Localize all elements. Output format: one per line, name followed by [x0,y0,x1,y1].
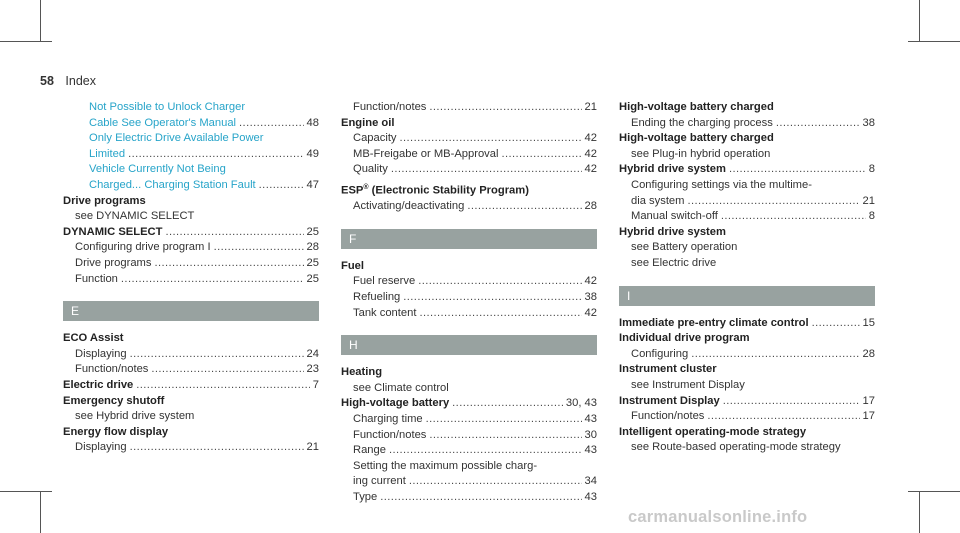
watermark-logo: carmanualsonline.info [628,508,808,526]
crop-mark [908,41,960,42]
crop-mark [919,491,920,533]
index-heading: ESP® (Electronic Stability Program) [341,183,529,197]
index-entry: Not Possible to Unlock Charger [89,101,246,113]
index-heading: Hybrid drive system [619,225,726,238]
index-heading: High-voltage battery charged [619,132,774,145]
index-entry[interactable]: Drive programs ..... 25 [63,256,319,272]
index-heading[interactable]: Immediate pre-entry climate control ..... 15 [619,316,875,332]
index-column-2 [341,100,597,506]
index-heading: Drive programs [63,194,146,207]
index-entry: Vehicle Currently Not Being [89,163,226,176]
index-entry[interactable]: Function ..... 25 [63,272,319,288]
crop-mark [908,491,960,492]
index-see[interactable]: see Plug-in hybrid operation [631,147,771,160]
index-heading: Energy flow display [63,425,169,438]
index-entry[interactable]: MB-Freigabe or MB-Approval ..... 42 [341,147,597,163]
page-number: 58 [40,74,54,88]
index-heading[interactable]: High-voltage battery ..... 30, 43 [341,396,597,412]
index-heading: High-voltage battery charged [619,101,774,113]
index-heading: Engine oil [341,116,395,129]
index-heading: Emergency shutoff [63,394,165,407]
index-entry[interactable]: Quality ..... 42 [341,162,597,178]
crop-mark [40,491,41,533]
crop-mark [0,491,52,492]
index-heading: Heating [341,366,383,379]
index-entry[interactable]: Displaying ..... 21 [63,440,319,456]
crop-mark [40,0,41,42]
index-entry[interactable]: Refueling ..... 38 [341,290,597,306]
index-entry: Setting the maximum possible charg- [353,459,538,472]
index-heading: ECO Assist [63,332,124,345]
index-heading: Fuel [341,259,364,272]
index-entry[interactable]: Activating/deactivating ..... 28 [341,199,597,215]
index-entry: Configuring settings via the multime- [631,178,812,191]
index-entry[interactable]: Capacity ..... 42 [341,131,597,147]
letter-divider-e: E [63,301,319,321]
letter-divider-h: H [341,335,597,355]
crop-mark [919,0,920,42]
index-column-1 [63,100,319,456]
index-entry[interactable]: ing current ..... 34 [341,474,597,490]
index-entry: Only Electric Drive Available Power [89,132,264,145]
index-entry[interactable]: Configuring drive program I ..... 28 [63,240,319,256]
index-heading[interactable]: DYNAMIC SELECT ..... 25 [63,225,319,241]
index-entry[interactable]: Function/notes ..... 17 [619,409,875,425]
index-heading[interactable]: Hybrid drive system ..... 8 [619,162,875,178]
index-entry[interactable]: Type ..... 43 [341,490,597,506]
index-entry[interactable]: Displaying ..... 24 [63,347,319,363]
index-entry[interactable]: Ending the charging process ..... 38 [619,116,875,132]
crop-mark [0,41,52,42]
index-entry[interactable]: Function/notes ..... 21 [341,100,597,116]
index-see[interactable]: see Hybrid drive system [75,410,195,423]
index-entry[interactable]: dia system ..... 21 [619,194,875,210]
letter-divider-i: I [619,286,875,306]
index-see[interactable]: see Electric drive [631,256,717,269]
index-entry[interactable]: Charged... Charging Station Fault ..... 47 [63,178,319,194]
index-heading[interactable]: Electric drive ..... 7 [63,378,319,394]
index-see[interactable]: see Instrument Display [631,378,745,391]
index-entry[interactable]: Range ..... 43 [341,443,597,459]
index-heading: Instrument cluster [619,363,717,376]
index-heading: Intelligent operating-mode strategy [619,425,807,438]
index-entry[interactable]: Tank content ..... 42 [341,306,597,322]
letter-divider-f: F [341,229,597,249]
index-entry[interactable]: Manual switch-off ..... 8 [619,209,875,225]
index-see[interactable]: see Route-based operating-mode strategy [631,441,841,454]
index-heading[interactable]: Instrument Display ..... 17 [619,394,875,410]
index-entry[interactable]: Charging time ..... 43 [341,412,597,428]
index-entry[interactable]: Configuring ..... 28 [619,347,875,363]
index-see[interactable]: see DYNAMIC SELECT [75,210,195,223]
index-entry[interactable]: Function/notes ..... 30 [341,428,597,444]
section-title: Index [65,74,96,88]
index-entry[interactable]: Fuel reserve ..... 42 [341,274,597,290]
index-entry[interactable]: Cable See Operator's Manual ..... 48 [63,116,319,132]
index-entry[interactable]: Limited ..... 49 [63,147,319,163]
index-column-3 [619,100,875,456]
index-see[interactable]: see Climate control [353,381,449,394]
index-entry[interactable]: Function/notes ..... 23 [63,362,319,378]
index-see[interactable]: see Battery operation [631,241,738,254]
index-heading: Individual drive program [619,332,750,345]
page-header [40,74,96,88]
